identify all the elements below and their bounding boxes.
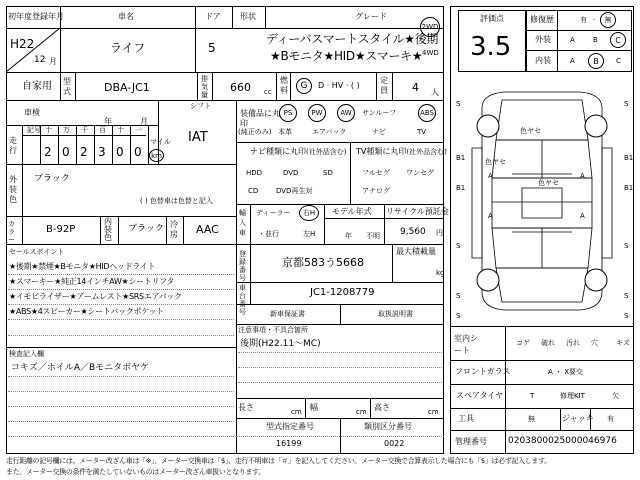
grade-line2: ★Bモニタ★HID★スマーキ★ [270, 49, 423, 63]
width-unit: cm [356, 408, 367, 416]
wheel-front-left-icon [477, 115, 499, 137]
mileage-col-header: 十 [117, 126, 124, 134]
diagram-mark: S [624, 100, 629, 108]
note-rule [238, 382, 442, 383]
recycle-value: 9,560 [400, 227, 426, 237]
model-year-unknown: 不明 [366, 232, 380, 240]
color-code-label: カラー [8, 220, 15, 244]
doors-label: ドア [205, 12, 221, 21]
displacement-unit: cc [264, 88, 272, 96]
navi-sub: (社外品含む) [306, 148, 347, 156]
repair-no-circle: 無 [600, 12, 616, 28]
wheel-front-right-icon [585, 115, 607, 137]
mileage-digit: 0 [134, 145, 142, 159]
diagram-mark: A [580, 212, 585, 220]
tv-opt-full: フルセグ [362, 169, 390, 177]
note-rule [238, 352, 442, 353]
equip-abs-circle: ABS [418, 104, 436, 122]
interior-color-label: 内装色 [104, 217, 112, 242]
repair-dot: · [593, 16, 596, 24]
shift-value: IAT [188, 130, 208, 145]
diagram-mark: B1 [624, 184, 634, 192]
model-year-unit: 年 [345, 232, 352, 240]
navi-opt-sd: SD [323, 169, 333, 177]
manual-label: 取扱説明書 [378, 310, 413, 318]
max-load-label: 最大積載量 [396, 247, 436, 256]
drive-2wd-circle: 2WD [420, 17, 440, 37]
sales-point-rule [8, 319, 234, 320]
displacement-value: 660 [230, 81, 251, 94]
shift-label: シフト [190, 102, 211, 110]
mileage-col-divider [40, 125, 41, 164]
mileage-col-header: 百 [99, 126, 106, 134]
inspector-rule [8, 391, 234, 392]
exterior-grade-a: A [570, 36, 575, 44]
class-value: 0022 [384, 439, 405, 448]
capacity-unit: 人 [431, 88, 439, 97]
mileage-digit: 2 [44, 145, 52, 159]
center-label-2: 色ヤセ [485, 158, 506, 166]
diagram-mark: A [488, 172, 493, 180]
type-designation-value: 16199 [276, 439, 302, 448]
fuel-label: 燃料 [280, 76, 288, 95]
mileage-col-header: 一 [135, 126, 142, 134]
fuel-options: D · HV · ( ) [318, 81, 360, 90]
diagram-mark: S [456, 100, 461, 108]
height-label: 高さ [374, 403, 390, 412]
sales-point-line: ★ABS★4スピーカー★シートバックポケット [9, 307, 164, 316]
equip-option: エアバック [312, 128, 347, 136]
diagram-mark: B1 [456, 184, 466, 192]
interior-grade-b-circle: B [588, 53, 604, 69]
repair-label: 修復歴 [530, 15, 554, 24]
glass-label: フロントガラス [455, 367, 511, 376]
right-hand-circle: 右H [299, 205, 319, 221]
model-year-label: モデル年式 [332, 207, 372, 216]
seat-option: 破れ [541, 339, 555, 347]
grade-line1: ディーバスマートスタイル★後期 [266, 32, 439, 46]
first-reg-month-unit: 月 [49, 57, 57, 66]
spare-t: T [530, 392, 535, 400]
capacity-label: 定員 [380, 76, 388, 95]
spare-kit: 修理KIT [560, 392, 585, 400]
tv-label: TV種類に丸印(社外品含む) [356, 147, 447, 156]
wheel-rear-left-icon [477, 269, 499, 291]
interior-grade-c: C [616, 57, 621, 65]
seat-option: 汚れ [566, 339, 580, 347]
height-unit: cm [428, 408, 439, 416]
wheel-rear-right-icon [585, 269, 607, 291]
mileage-digit: 3 [98, 145, 106, 159]
mileage-col-divider [112, 125, 113, 164]
navi-opt-cd: CD [248, 187, 259, 195]
mileage-col-header: 万 [63, 126, 70, 134]
km-circle: km [149, 149, 164, 162]
equip-ps-circle: PS [279, 104, 297, 122]
mgmt-value: 0203800025000046976 [508, 436, 617, 446]
exterior-color: ブラック [34, 174, 70, 184]
drive-4wd: 4WD [422, 49, 439, 57]
equip-pw-circle: PW [308, 104, 326, 122]
note-text: 後期(H22.11〜MC) [240, 339, 321, 349]
length-label: 長さ [238, 403, 254, 412]
note-rule [238, 367, 442, 368]
center-label-3: 色ヤセ [538, 179, 559, 187]
tools-label: 工具 [458, 414, 474, 423]
first-reg-label: 初年度登録年月 [8, 12, 64, 21]
inspector-text: コキズ／ホイルA／Bモニタボヤケ [11, 363, 150, 373]
shaken-month-label: 月 [140, 117, 148, 126]
mileage-label: 走行 [9, 136, 17, 155]
grade-score-label: 評価点 [480, 14, 504, 23]
inspector-rule [8, 376, 234, 377]
interior-color: ブラック [128, 224, 164, 234]
seat-option: コゲ [516, 339, 530, 347]
exterior-grade-label: 外装 [535, 35, 551, 44]
mile-label: マイル [150, 138, 171, 146]
equip-option: TV [417, 128, 427, 136]
recycle-unit: 円 [436, 229, 443, 237]
use-value: 自家用 [22, 81, 52, 92]
import-label: 輸入車 [239, 209, 246, 237]
plate-value: 京都583う5668 [282, 256, 364, 269]
equipment-label: 装備品に丸印 [240, 109, 280, 128]
exterior-grade-b: B [593, 36, 598, 44]
doors-value: 5 [208, 41, 216, 55]
ac-label: 冷房 [170, 220, 178, 239]
diagram-mark: S [456, 292, 461, 300]
model-name-label: 車名 [118, 12, 134, 21]
center-label-1: 色ヤセ [520, 127, 541, 135]
diagram-mark: A [488, 212, 493, 220]
diagram-mark: S [456, 242, 461, 250]
model-name: ライフ [110, 41, 146, 55]
mileage-col-header: 十 [45, 126, 52, 134]
color-code: B-92P [46, 224, 76, 235]
recycle-label: リサイクル預託金 [386, 207, 449, 216]
warranty-label: 新車保証書 [270, 310, 305, 318]
note-label: 注意事項・不具合箇所 [238, 326, 308, 334]
sales-point-rule [8, 289, 234, 290]
type-code: DBA-JC1 [104, 81, 150, 94]
seat-label: 室内シート [454, 334, 478, 355]
first-reg-month: 12 [34, 55, 46, 65]
sales-point-line: ★スマーキー★純正14インチAW★シートリフタ [9, 277, 175, 286]
displacement-label: 排気量 [201, 75, 208, 99]
exterior-grade-c-circle: C [610, 32, 626, 48]
inspector-label: 検査記入欄 [9, 350, 44, 358]
jack-value: 有 [607, 415, 614, 423]
tv-opt-one: ワンセグ [406, 169, 434, 177]
diagram-mark: S [624, 292, 629, 300]
mileage-col-header: 記号 [27, 126, 41, 134]
mileage-digit: 0 [62, 145, 70, 159]
footer-line1: 走行距離の記号欄には、メーター改ざん車は「※」、メーター交換車は「$」、走行不明車は「＃」を記入してください。メーター交換で合算表示した場合にも「$」は必ず記入します。 [6, 457, 551, 465]
first-reg-era: H22 [10, 37, 35, 51]
equip-option: ナビ [372, 128, 386, 136]
import-parallel: ・並行 [258, 230, 279, 238]
tools-value: 無 [528, 415, 535, 423]
shaken-year-label: 年 [104, 117, 112, 126]
capacity-value: 4 [412, 81, 419, 94]
length-unit: cm [291, 408, 302, 416]
ac-value: AAC [196, 223, 219, 236]
seat-option: キズ [616, 339, 630, 347]
diagram-mark: B1 [624, 154, 634, 162]
type-designation-label: 型式指定番号 [266, 422, 314, 431]
footer-line2: また、メーター交換の条件を満たしていないものはメーター改ざん車扱いとなります。 [6, 468, 265, 476]
mileage-digit: 0 [116, 145, 124, 159]
sales-points-label: セールスポイント [9, 248, 65, 256]
navi-opt-dvd: DVD [283, 169, 299, 177]
interior-grade-label: 内装 [535, 56, 551, 65]
sales-point-rule [8, 304, 234, 305]
exterior-label: 外装色 [9, 175, 17, 204]
diagram-mark: S [624, 312, 629, 320]
tv-sub: (社外品含む) [406, 148, 447, 156]
car-damage-diagram [452, 78, 632, 322]
shaken-label: 車検 [24, 108, 40, 117]
sales-point-line: ★後期★禁煙★Bモニタ★HIDヘッドライト [9, 262, 156, 271]
seat-option: 穴 [591, 339, 598, 347]
sales-point-line: ★イモビライザー★アームレスト★SRSエアバック [9, 292, 182, 301]
interior-grade-a: A [570, 57, 575, 65]
diagram-mark: A [580, 172, 585, 180]
mileage-col-header: 千 [81, 126, 88, 134]
plate-label: 登録番号 [239, 250, 246, 282]
navi-opt-hdd: HDD [246, 169, 263, 177]
grade-score: 3.5 [470, 32, 512, 62]
inspector-rule [8, 406, 234, 407]
navi-opt-dvd-play: DVD再生対 [276, 187, 313, 195]
inspector-rule [8, 421, 234, 422]
equip-aw-circle: AW [337, 104, 355, 122]
type-label: 型式 [63, 77, 71, 96]
equipment-sub: (純正のみ) [238, 128, 272, 136]
class-label: 類別区分番号 [364, 422, 412, 431]
mileage-col-divider [76, 125, 77, 164]
diagram-mark: S [624, 242, 629, 250]
jack-label: ジャッキ [562, 414, 594, 423]
width-label: 幅 [310, 403, 318, 412]
spare-label: スペアタイヤ [456, 391, 504, 400]
fuel-g-circle: G [296, 78, 312, 94]
mileage-col-divider [94, 125, 95, 164]
equip-option: サンルーフ [362, 109, 397, 117]
max-load-unit: kg [436, 269, 445, 277]
inspector-rule [8, 436, 234, 437]
mileage-col-divider [58, 125, 59, 164]
diagram-mark: S [456, 312, 461, 320]
left-hand: 左H [303, 230, 316, 238]
mgmt-label: 管理番号 [455, 437, 487, 446]
diagram-mark: B1 [456, 154, 466, 162]
exterior-note: ( ) 色替車は色替と記入 [140, 197, 213, 205]
spare-missing: 欠 [612, 392, 619, 400]
sales-point-rule [8, 274, 234, 275]
import-dealer: ディーラー [256, 209, 291, 217]
grade-label: グレード [355, 12, 387, 21]
equip-option: 本革 [278, 128, 292, 136]
body-label: 形状 [240, 12, 256, 21]
repair-yes: 有 [580, 16, 587, 24]
navi-label: ナビ種類に丸印(社外品含む) [250, 147, 347, 156]
chassis-value: JC1-1208779 [310, 287, 375, 298]
glass-value: A ・ X要交 [548, 368, 584, 376]
chassis-label: 車台番号 [239, 284, 246, 316]
tv-opt-analog: アナログ [362, 187, 390, 195]
mileage-col-divider [130, 125, 131, 164]
mileage-digit: 2 [80, 145, 88, 159]
